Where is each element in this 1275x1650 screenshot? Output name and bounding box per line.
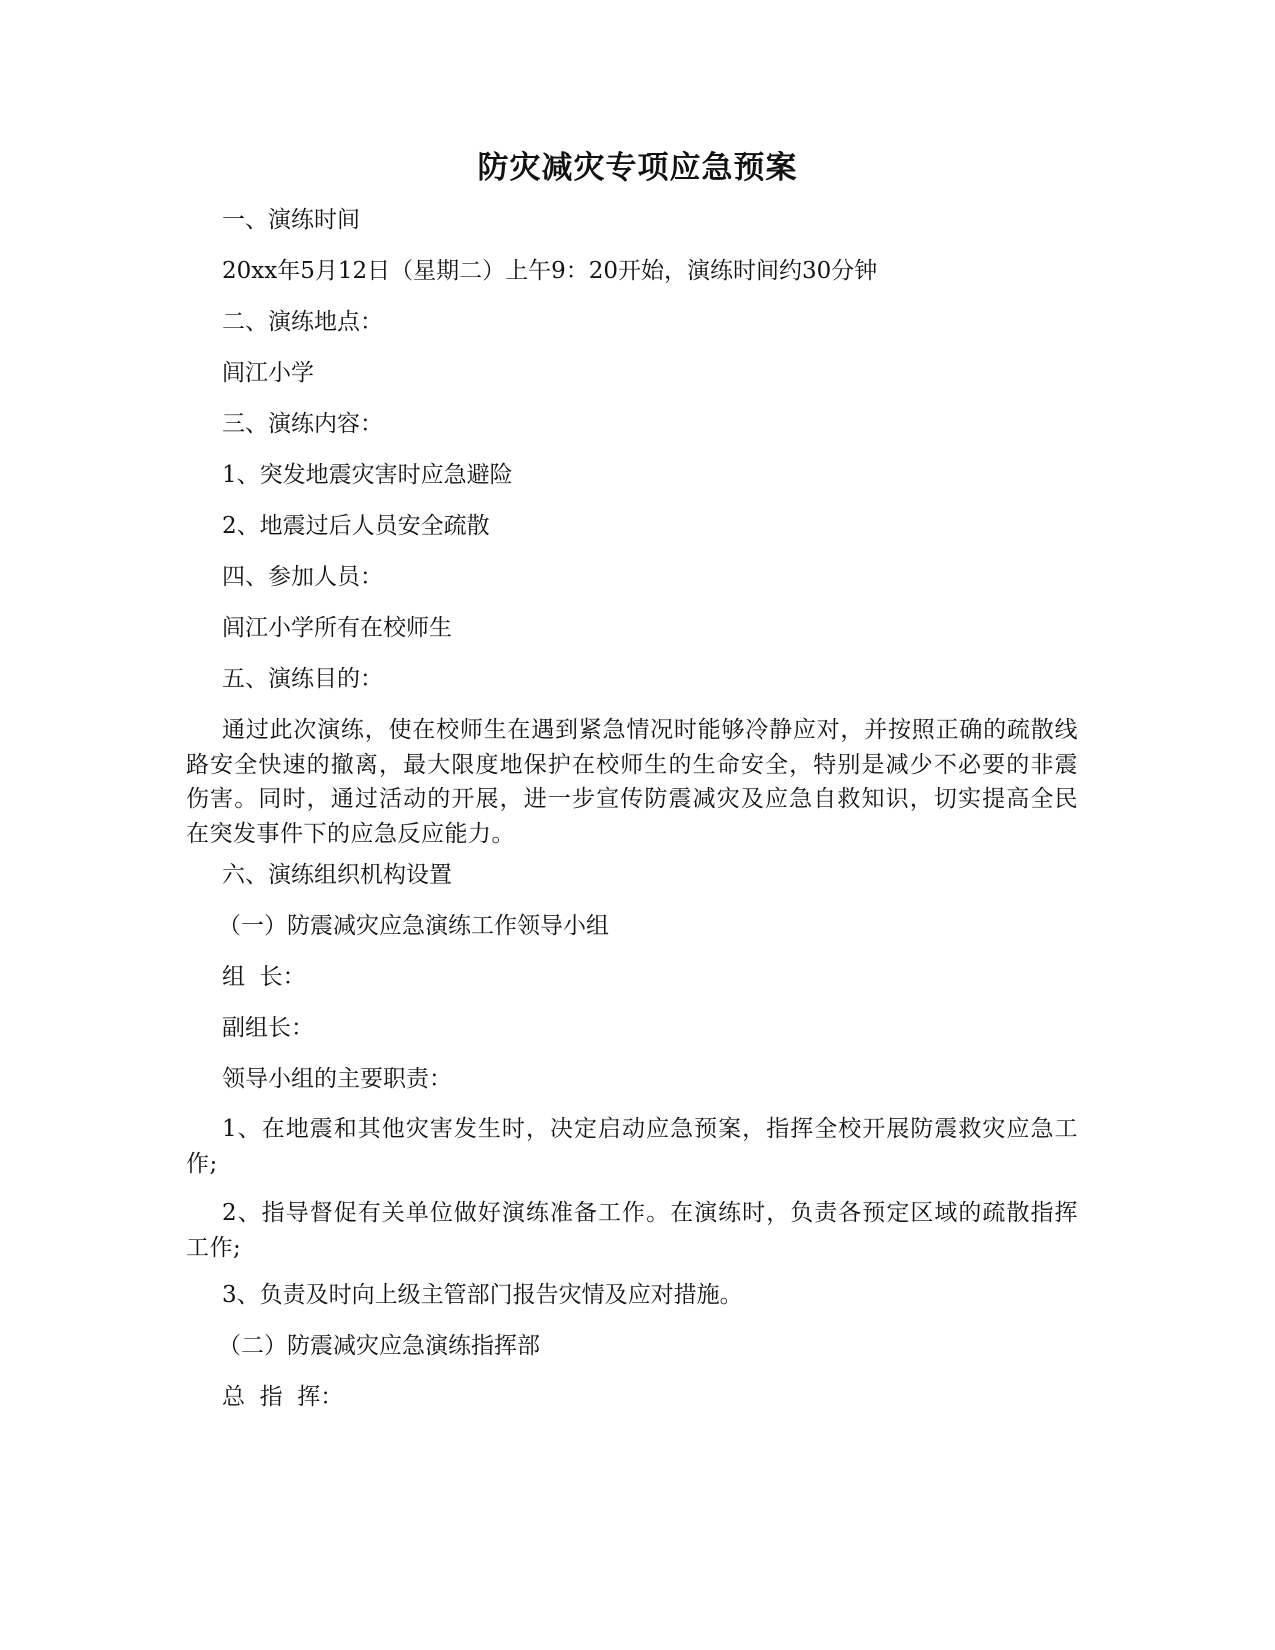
purpose-paragraph: 通过此次演练，使在校师生在遇到紧急情况时能够冷静应对，并按照正确的疏散线路安全快速的撤离，最大限度地保护在校师生的生命安全，特别是减少不必要的非震伤害。同时，通过活动的开展，进一步宣传防震减灾及应急自救知识，切实提高全民在突发事件下的应急反应能力。 — [186, 717, 1078, 847]
duty-item-1: 1、在地震和其他灾害发生时，决定启动应急预案，指挥全校开展防震救灾应急工作; — [186, 1116, 1078, 1177]
section-organization-heading: 六、演练组织机构设置 — [222, 862, 452, 888]
leadership-duties-heading: 领导小组的主要职责： — [222, 1066, 452, 1092]
duty-item-2: 2、指导督促有关单位做好演练准备工作。在演练时，负责各预定区域的疏散指挥工作; — [186, 1200, 1078, 1261]
drill-content-item-1: 1、突发地震灾害时应急避险 — [222, 462, 513, 488]
drill-location-text: 闾江小学 — [222, 360, 314, 386]
commander-label: 总 指 挥： — [222, 1384, 344, 1410]
section-drill-location-heading: 二、演练地点： — [222, 309, 383, 335]
command-group-heading: （二）防震减灾应急演练指挥部 — [218, 1333, 540, 1359]
leadership-group-heading: （一）防震减灾应急演练工作领导小组 — [218, 913, 609, 939]
leader-label: 组 长： — [222, 964, 306, 990]
deputy-leader-label: 副组长： — [222, 1015, 314, 1041]
participants-text: 闾江小学所有在校师生 — [222, 615, 452, 641]
drill-content-item-2: 2、地震过后人员安全疏散 — [222, 513, 490, 539]
drill-time-text: 20xx年5月12日（星期二）上午9：20开始，演练时间约30分钟 — [222, 258, 878, 284]
section-purpose-heading: 五、演练目的： — [222, 666, 383, 692]
section-participants-heading: 四、参加人员： — [222, 564, 383, 590]
document-title: 防灾减灾专项应急预案 — [477, 150, 798, 186]
section-drill-time-heading: 一、演练时间 — [222, 207, 360, 233]
duty-item-3: 3、负责及时向上级主管部门报告灾情及应对措施。 — [222, 1282, 743, 1308]
section-drill-content-heading: 三、演练内容： — [222, 411, 383, 437]
